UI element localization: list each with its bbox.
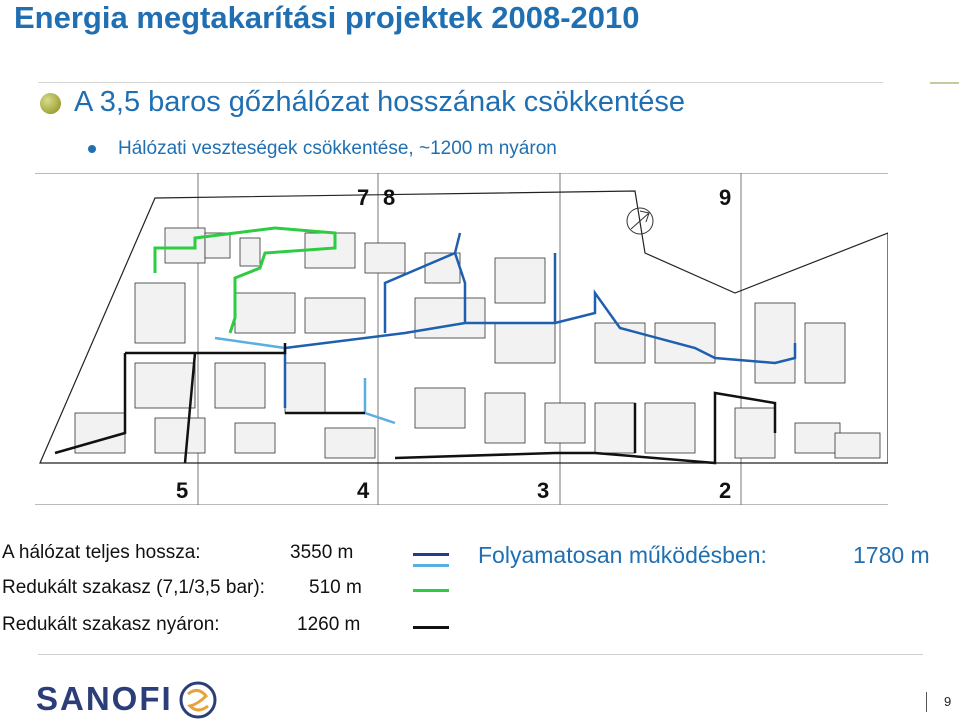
bullet-main: A 3,5 baros gőzhálózat hosszának csökkentése [74,86,685,118]
sanofi-logo: SANOFI [36,680,173,717]
legend-reduced-label: Redukált szakasz (7,1/3,5 bar): [2,577,265,598]
page-number: 9 [944,694,952,709]
footer-divider [38,654,923,655]
zone-label: 7 [357,185,370,210]
site-map-drawing [35,173,888,505]
zone-label: 5 [176,478,189,503]
bullet-dot-icon [40,93,61,114]
legend-summer-value: 1260 m [297,614,361,635]
legend-total-swatch [413,553,449,556]
zone-label: 9 [719,185,732,210]
title-divider [38,82,883,83]
zone-label: 8 [383,185,396,210]
sanofi-logo-icon [178,680,218,720]
legend-reduced-swatch [413,564,449,567]
legend-green-swatch [413,589,449,592]
legend-total-label: A hálózat teljes hossza: [2,542,201,563]
legend-total-value: 3550 m [290,542,354,563]
zone-label: 4 [357,478,370,503]
zone-label: 2 [719,478,732,503]
legend-reduced-value: 510 m [309,577,362,598]
bullet-sub-dot-icon [88,145,96,153]
page-title: Energia megtakarítási projektek 2008-2010 [14,0,640,35]
legend-summer-swatch [413,626,449,629]
legend-summer-label: Redukált szakasz nyáron: [2,614,220,635]
legend-continuous-value: 1780 m [853,542,930,568]
buildings [75,228,880,458]
page-number-divider [926,692,927,712]
legend-continuous-label: Folyamatosan működésben: [478,542,767,568]
site-map [35,173,888,505]
title-accent [930,82,959,84]
zone-label: 3 [537,478,550,503]
bullet-sub: Hálózati veszteségek csökkentése, ~1200 m nyáron [118,138,557,159]
